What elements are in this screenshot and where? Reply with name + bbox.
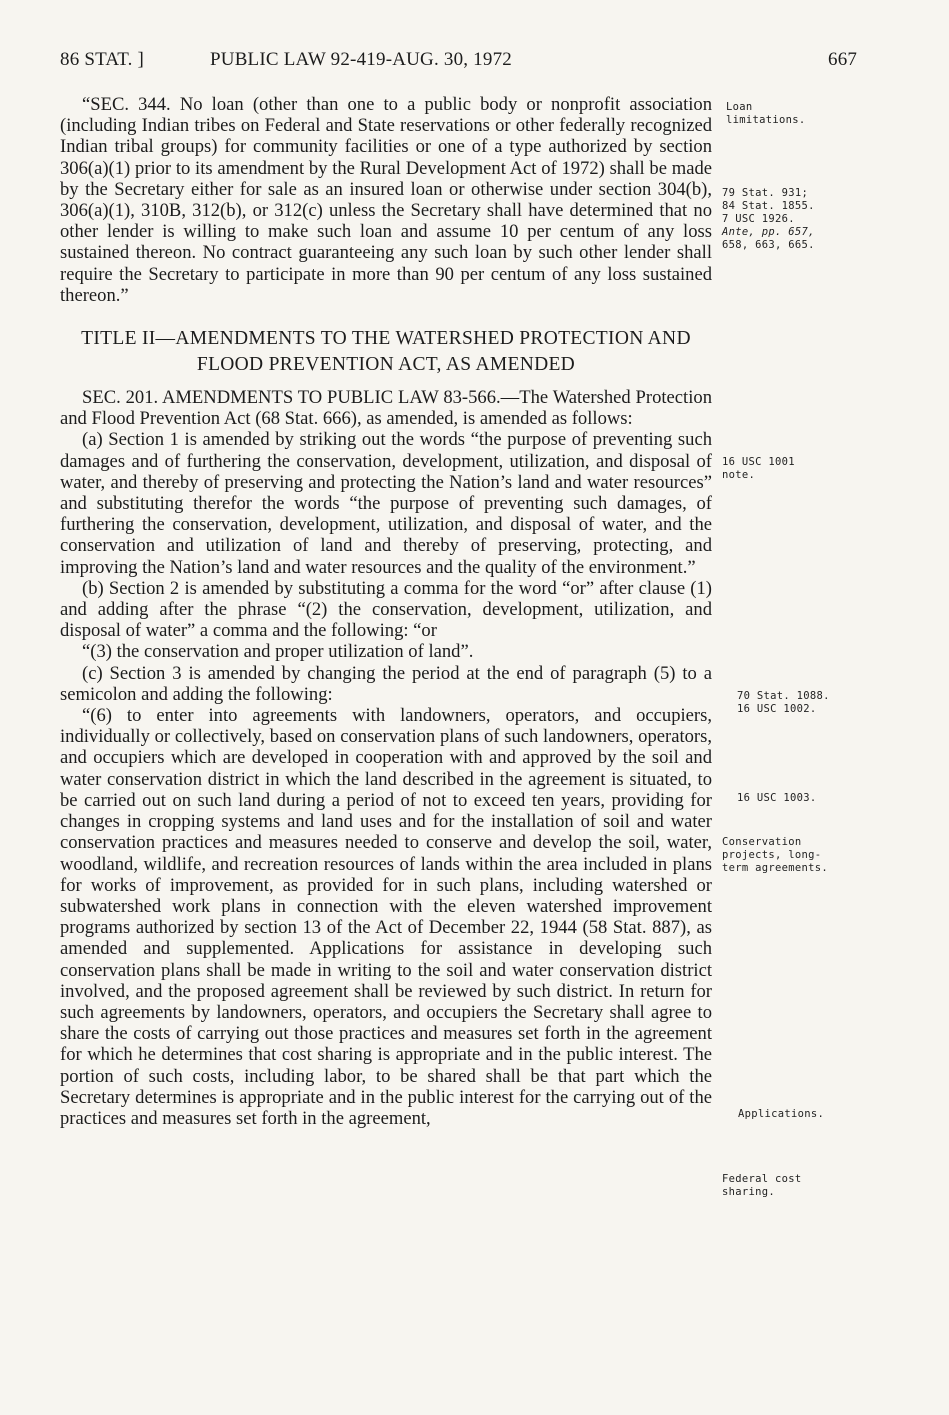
margin-citation-2: [722, 456, 852, 482]
paragraph-6: “(6) to enter into agreements with landowners, operators, and occupiers, individually or collectively, based on conservation plans of such landowners, operators, and occupiers which are developed in cooperation with and approved by the soil and water conservation district in which the land described in the agreement is situated, to be carried out on such land during a period of not to exceed ten years, providing for changes in cropping systems and land uses and for the installation of soil and water conservation practices and measures needed to conserve and develop the soil, water, woodland, wildlife, and recreation resources of lands within the area included in plans for works of improvement, as provided for in such plans, including watershed or subwatershed work plans in connection with the eleven watershed improvement programs authorized by section 13 of the Act of December 22, 1944 (58 Stat. 887), as amended and supplemented. Applications for assistance in developing such conservation plans shall be made in writing to the soil and water conservation district involved, and the proposed agreement shall be reviewed by such district. In return for such agreements by landowners, operators, and occupiers the Secretary shall agree to share the costs of carrying out those practices and measures set forth in the agreement for which he determines that cost sharing is appropriate and in the public interest. The portion of such costs, including labor, to be shared shall be that part which the Secretary determines is appropriate and in the public interest for the carrying out of the practices and measures set forth in the agreement,: [60, 705, 712, 1129]
margin-citation-2-line-2: note.: [722, 469, 756, 481]
margin-citation-1-line-4: Ante, pp. 657,: [722, 226, 815, 238]
paragraph-a: (a) Section 1 is amended by striking out the words “the purpose of preventing such damages and of furthering the conservation, development, utilization, and disposal of water, and thereby of preserving and protecting the Nation’s land and water resources” and substituting therefor the words “the purpose of preventing such damages, of furthering the conservation, development, utilization, and disposal of water, and the conservation and utilization of land and thereby of preserving, protecting, and improving the Nation’s land and water resources and the quality of the environment.”: [60, 429, 712, 578]
header-stat-ref: 86 STAT. ]: [60, 49, 145, 70]
margin-citation-2-line-1: 16 USC 1001: [722, 456, 795, 468]
margin-citation-1-line-1: 79 Stat. 931;: [722, 187, 809, 199]
margin-citation-1-line-3: 7 USC 1926.: [722, 213, 795, 225]
paragraph-c: (c) Section 3 is amended by changing the period at the end of paragraph (5) to a semicolon and adding the following:: [60, 662, 712, 705]
title-ii-heading: TITLE II—AMENDMENTS TO THE WATERSHED PROTECTION AND FLOOD PREVENTION ACT, AS AMENDED: [81, 328, 691, 376]
margin-citation-1-line-2: 84 Stat. 1855.: [722, 200, 815, 212]
margin-note-conservation: Conservation projects, long-term agreements.: [722, 836, 828, 874]
margin-citation-4: 16 USC 1003.: [737, 792, 817, 804]
margin-citation-3-line-1: 70 Stat. 1088.: [737, 690, 830, 702]
section-344-paragraph: “SEC. 344. No loan (other than one to a public body or nonprofit association (including Indian tribes on Federal and State reservations or other federally recognized Indian tribal groups) for community facilities or one of a type authorized by section 306(a)(1) prior to its amendment by the Rural Development Act of 1972) shall be made by the Secretary either for sale as an insured loan or otherwise under section 304(b), 306(a)(1), 310B, 312(b), or 312(c) unless the Secretary shall have determined that no other lender is willing to make such loan and assume 10 per centum of any loss sustained thereon. No contract guaranteeing any such loan by such other lender shall require the Secretary to participate in more than 90 per centum of any loss sustained thereon.”: [60, 94, 712, 306]
main-text-column: [60, 94, 712, 1129]
margin-note-applications: Applications.: [738, 1108, 825, 1120]
margin-note-cost-sharing: Federal cost sharing.: [722, 1173, 802, 1198]
header-public-law: PUBLIC LAW 92-419-AUG. 30, 1972: [210, 49, 512, 70]
margin-citation-3: [737, 690, 867, 716]
paragraph-b: (b) Section 2 is amended by substituting a comma for the word “or” after clause (1) and adding after the phrase “(2) the conservation, development, utilization, and disposal of water” a comma and the following: “or: [60, 577, 712, 642]
section-201-lead: SEC. 201. AMENDMENTS TO PUBLIC LAW 83-566.: [82, 387, 501, 409]
margin-note-loan-limitations: Loan limitations.: [726, 101, 806, 126]
margin-citation-1-line-5: 658, 663, 665.: [722, 239, 815, 251]
margin-citation-3-line-2: 16 USC 1002.: [737, 703, 817, 715]
section-201-text: —The Watershed Protection and Flood Prevention Act (68 Stat. 666), as amended, is amended as follows:: [60, 387, 712, 430]
section-201-paragraph: [60, 387, 712, 429]
page-number: 667: [828, 49, 858, 70]
paragraph-b-clause-3: “(3) the conservation and proper utilization of land”.: [82, 641, 474, 663]
margin-citation-1: [722, 187, 852, 252]
